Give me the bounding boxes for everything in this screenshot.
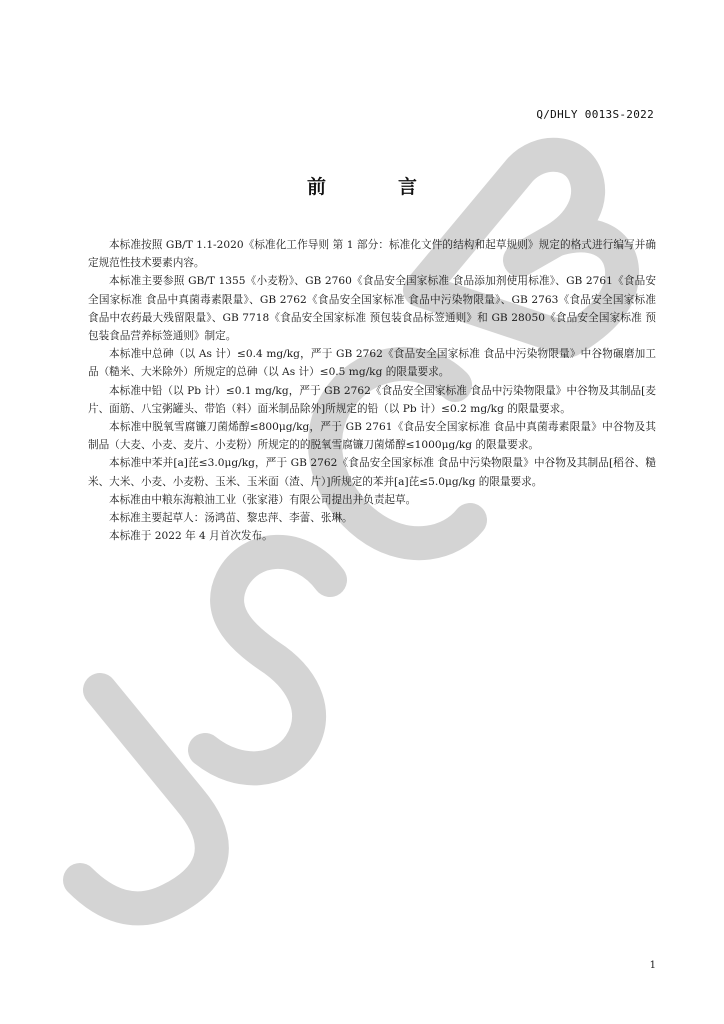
watermark-letter-s [205, 552, 330, 768]
page-title: 前言 [306, 176, 489, 198]
paragraph-drafting-unit: 本标准由中粮东海粮油工业（张家港）有限公司提出并负责起草。 [109, 493, 417, 506]
paragraph-references: 本标准主要参照 GB/T 1355《小麦粉》、GB 2760《食品安全国家标准 食品添加剂使用标准》、GB 2761《食品安全国家标准 食品中真菌毒素限量》、GB 2762《食品安全国家标准 食品中污染物限量》、GB 2763《食品安全国家标准 食品中农药最大残留限量》、GB 7718《食品安全国家标准 预包装食品标签通则》和 GB 28050《食品安全国家标准 预包装食品营养标签通则》制定。 [88, 275, 656, 343]
foreword-body [88, 236, 656, 545]
watermark-letter-j [80, 690, 212, 908]
document-code: Q/DHLY 0013S-2022 [536, 108, 654, 121]
paragraph-drafters: 本标准主要起草人：汤鸿苗、黎忠萍、李蕾、张琳。 [109, 512, 353, 525]
paragraph-don: 本标准中脱氧雪腐镰刀菌烯醇≤800μg/kg，严于 GB 2761《食品安全国家标准 食品中真菌毒素限量》中谷物及其制品（大麦、小麦、麦片、小麦粉）所规定的的脱氧雪腐镰刀菌烯醇≤1000μg/kg 的限量要求。 [88, 421, 656, 452]
paragraph-arsenic: 本标准中总砷（以 As 计）≤0.4 mg/kg，严于 GB 2762《食品安全国家标准 食品中污染物限量》中谷物碾磨加工品（糙米、大米除外）所规定的总砷（以 As 计）≤0.5 mg/kg 的限量要求。 [88, 348, 656, 379]
paragraph-lead: 本标准中铅（以 Pb 计）≤0.1 mg/kg，严于 GB 2762《食品安全国家标准 食品中污染物限量》中谷物及其制品[麦片、面筋、八宝粥罐头、带馅（料）面米制品除外]所规定的铅（以 Pb 计）≤0.2 mg/kg 的限量要求。 [88, 384, 656, 415]
page-number: 1 [649, 960, 656, 971]
paragraph-format: 本标准按照 GB/T 1.1-2020《标准化工作导则 第 1 部分：标准化文件的结构和起草规则》规定的格式进行编写并确定规范性技术要素内容。 [88, 239, 656, 270]
paragraph-release: 本标准于 2022 年 4 月首次发布。 [109, 530, 273, 543]
paragraph-benzopyrene: 本标准中苯并[a]芘≤3.0μg/kg，严于 GB 2762《食品安全国家标准 食品中污染物限量》中谷物及其制品[稻谷、糙米、大米、小麦、小麦粉、玉米、玉米面（渣、片）]所规定的苯并[a]芘≤5.0μg/kg 的限量要求。 [88, 457, 656, 488]
